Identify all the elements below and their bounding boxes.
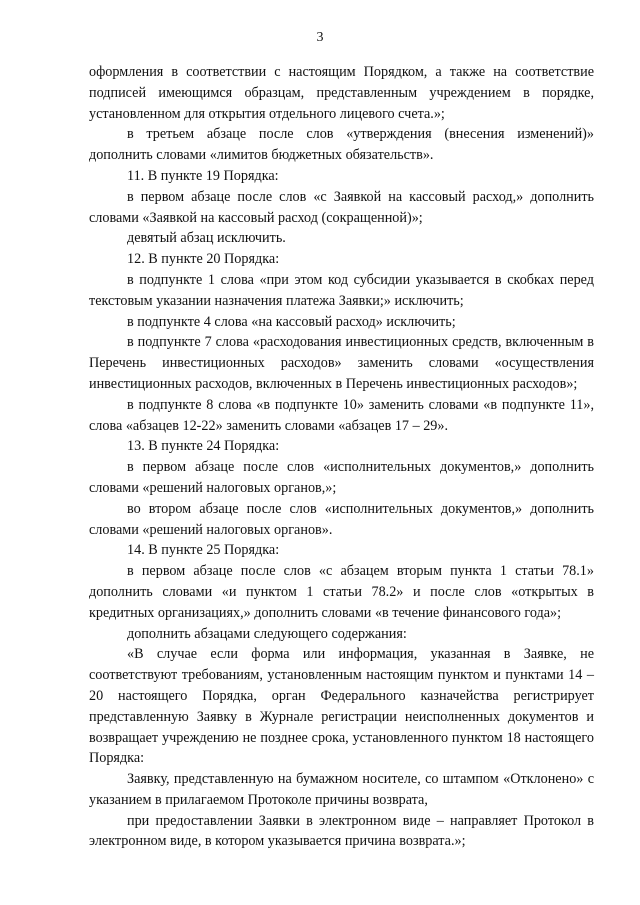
section-heading: 12. В пункте 20 Порядка: <box>127 251 280 268</box>
paragraph: в подпункте 4 слова «на кассовый расход» исключить; <box>127 313 456 330</box>
paragraph: в первом абзаце после слов «с абзацем вторым пункта 1 статьи 78.1» дополнить словами «и пунктом 1 статьи 78.2» и после слов «открытых в кредитных организациях,» дополнить словами «в течение финансового года»; <box>89 563 594 621</box>
document-body <box>89 62 594 852</box>
paragraph: Заявку, представленную на бумажном носителе, со штампом «Отклонено» с указанием в прилагаемом Протоколе причины возврата, <box>89 771 594 808</box>
section-heading: 11. В пункте 19 Порядка: <box>127 167 279 184</box>
paragraph: девятый абзац исключить. <box>127 230 286 247</box>
paragraph: в подпункте 1 слова «при этом код субсидии указывается в скобках перед текстовым указании назначения платежа Заявки;» исключить; <box>89 271 594 309</box>
paragraph: в третьем абзаце после слов «утверждения (внесения изменений)» дополнить словами «лимитов бюджетных обязательств». <box>89 126 594 164</box>
paragraph: при предоставлении Заявки в электронном виде – направляет Протокол в электронном виде, в котором указывается причина возврата.»; <box>89 812 594 850</box>
section-heading: 14. В пункте 25 Порядка: <box>127 542 280 559</box>
paragraph: в подпункте 7 слова «расходования инвестиционных средств, включенным в Перечень инвестиционных расходов» заменить словами «осуществления инвестиционных расходов, включенных в Перечень инвестиционных расходов»; <box>89 334 594 392</box>
paragraph: в первом абзаце после слов «исполнительных документов,» дополнить словами «решений налоговых органов,»; <box>89 459 594 496</box>
section-heading: 13. В пункте 24 Порядка: <box>127 438 280 455</box>
paragraph: в подпункте 8 слова «в подпункте 10» заменить словами «в подпункте 11», слова «абзацев 12-22» заменить словами «абзацев 17 – 29». <box>89 396 594 434</box>
paragraph: «В случае если форма или информация, указанная в Заявке, не соответствуют требованиям, установленным настоящим пунктом и пунктами 14 – 20 настоящего Порядка, орган Федерального казначейства регистрирует представленную Заявку в Журнале регистрации неисполненных документов и возвращает учреждению не позднее срока, установленного пунктом 18 настоящего Порядка: <box>89 646 594 767</box>
paragraph: оформления в соответствии с настоящим Порядком, а также на соответствие подписей имеющимся образцам, представленным учреждением в порядке, установленном для открытия отдельного лицевого счета.»; <box>89 64 594 122</box>
page-number: 3 <box>316 30 324 45</box>
paragraph: в первом абзаце после слов «с Заявкой на кассовый расход,» дополнить словами «Заявкой на кассовый расход (сокращенной)»; <box>89 188 594 226</box>
paragraph: во втором абзаце после слов «исполнительных документов,» дополнить словами «решений налоговых органов». <box>89 500 594 538</box>
paragraph: дополнить абзацами следующего содержания: <box>127 625 407 642</box>
